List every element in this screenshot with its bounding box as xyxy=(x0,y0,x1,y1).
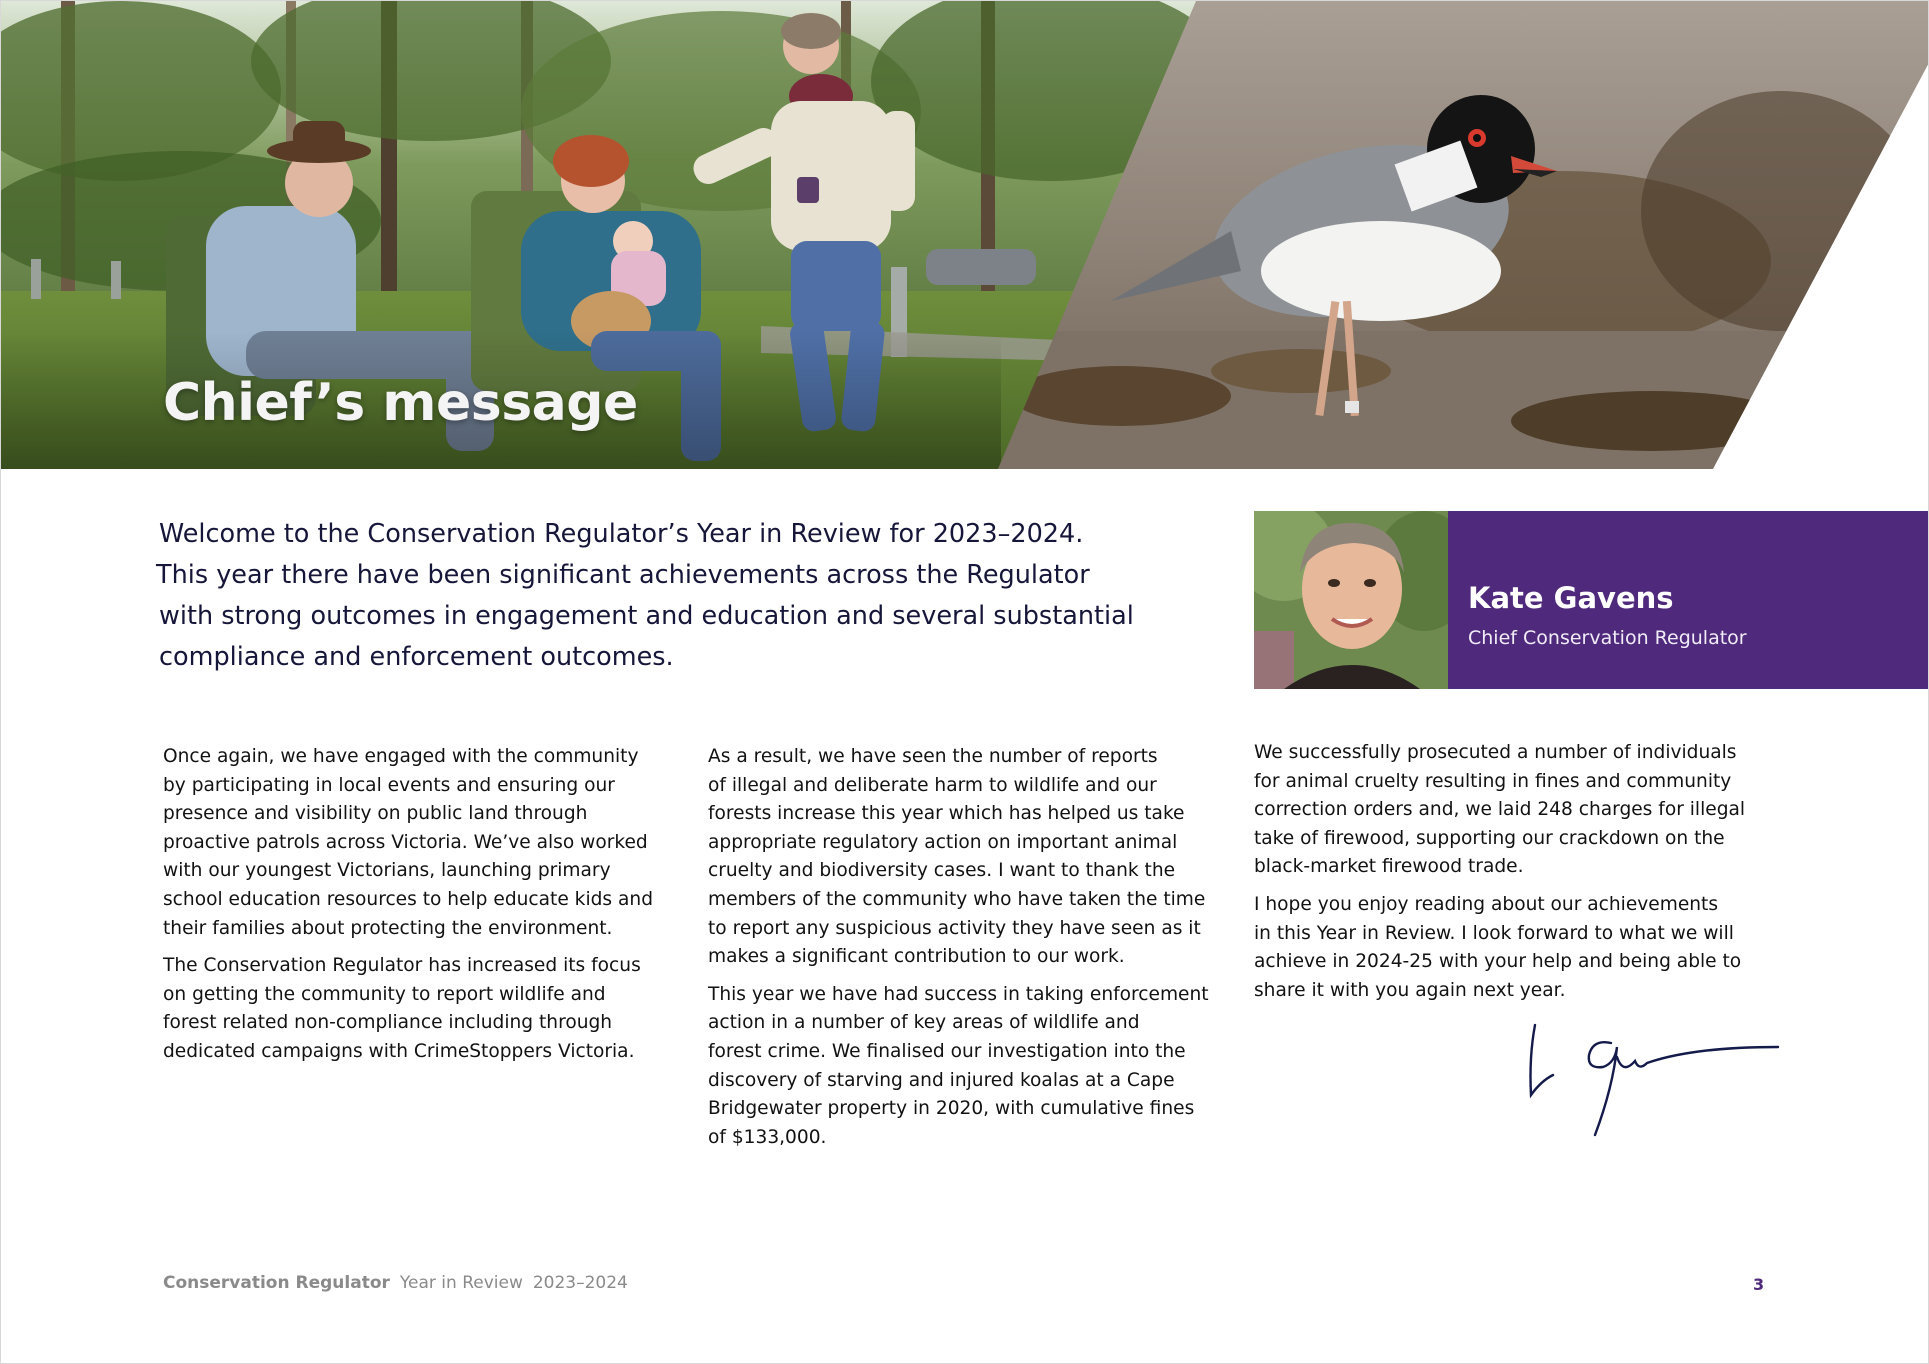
handwritten-signature-icon xyxy=(1523,1017,1783,1145)
text-line: The Conservation Regulator has increased its focus xyxy=(163,955,641,977)
text-line: school education resources to help educate kids and xyxy=(163,888,653,910)
chief-profile-card xyxy=(1254,511,1929,689)
intro-line: Welcome to the Conservation Regulator’s Year in Review for 2023–2024. xyxy=(159,519,1084,549)
paragraph xyxy=(708,743,1228,972)
text-line: proactive patrols across Victoria. We’ve also worked xyxy=(163,831,648,853)
text-line: on getting the community to report wildlife and xyxy=(163,983,606,1005)
text-line: We successfully prosecuted a number of individuals xyxy=(1254,742,1737,763)
text-line: forests increase this year which has helped us take xyxy=(708,803,1185,825)
hero-banner xyxy=(1,1,1929,469)
footer-publication: Year in Review xyxy=(399,1273,523,1293)
text-line: Bridgewater property in 2020, with cumulative fines xyxy=(708,1098,1195,1120)
text-line: black-market firewood trade. xyxy=(1254,856,1524,878)
intro-statement xyxy=(156,514,1199,678)
text-line: members of the community who have taken the time xyxy=(708,888,1206,910)
text-line: to report any suspicious activity they have seen as it xyxy=(708,917,1201,939)
text-line: their families about protecting the environment. xyxy=(163,917,613,939)
text-line: cruelty and biodiversity cases. I want to thank the xyxy=(708,860,1176,882)
profile-role: Chief Conservation Regulator xyxy=(1468,627,1747,649)
footer-period: 2023–2024 xyxy=(532,1273,628,1293)
profile-name: Kate Gavens xyxy=(1468,581,1674,615)
text-line: achieve in 2024-25 with your help and being able to xyxy=(1254,951,1742,973)
text-line: of $133,000. xyxy=(708,1126,827,1148)
page-number: 3 xyxy=(1753,1275,1765,1294)
body-column-1 xyxy=(163,743,683,1076)
text-line: presence and visibility on public land through xyxy=(163,803,588,825)
page-footer xyxy=(163,1273,628,1293)
paragraph xyxy=(163,952,683,1066)
chief-portrait xyxy=(1254,511,1448,689)
text-line: action in a number of key areas of wildlife and xyxy=(708,1012,1140,1034)
text-line: correction orders and, we laid 248 charges for illegal xyxy=(1254,799,1746,821)
text-line: with our youngest Victorians, launching primary xyxy=(163,860,611,882)
text-line: forest crime. We finalised our investigation into the xyxy=(708,1040,1186,1062)
text-line: As a result, we have seen the number of reports xyxy=(708,746,1158,767)
text-line: for animal cruelty resulting in fines and community xyxy=(1254,770,1732,792)
intro-line: with strong outcomes in engagement and education and several substantial xyxy=(159,601,1134,631)
text-line: forest related non-compliance including through xyxy=(163,1012,613,1034)
text-line: I hope you enjoy reading about our achievements xyxy=(1254,893,1719,915)
paragraph xyxy=(708,981,1228,1153)
text-line: of illegal and deliberate harm to wildlife and our xyxy=(708,774,1157,796)
text-line: makes a significant contribution to our work. xyxy=(708,946,1125,968)
paragraph xyxy=(1254,739,1774,882)
text-line: This year we have had success in taking enforcement xyxy=(708,983,1209,1005)
body-column-3 xyxy=(1254,739,1774,1014)
text-line: in this Year in Review. I look forward to what we will xyxy=(1254,922,1734,944)
text-line: by participating in local events and ensuring our xyxy=(163,774,615,796)
text-line: share it with you again next year. xyxy=(1254,979,1566,1001)
text-line: dedicated campaigns with CrimeStoppers Victoria. xyxy=(163,1040,635,1062)
text-line: appropriate regulatory action on important animal xyxy=(708,831,1178,853)
profile-name-band xyxy=(1448,511,1929,689)
text-line: discovery of starving and injured koalas at a Cape xyxy=(708,1069,1175,1091)
footer-org: Conservation Regulator xyxy=(163,1273,390,1293)
text-line: take of firewood, supporting our crackdown on the xyxy=(1254,827,1725,849)
intro-line: compliance and enforcement outcomes. xyxy=(159,642,674,672)
body-column-2 xyxy=(708,743,1228,1161)
paragraph xyxy=(163,743,683,943)
text-line: Once again, we have engaged with the community xyxy=(163,746,639,767)
paragraph xyxy=(1254,891,1774,1005)
intro-line: This year there have been significant achievements across the Regulator xyxy=(156,560,1090,590)
page-title: Chief’s message xyxy=(163,373,638,433)
